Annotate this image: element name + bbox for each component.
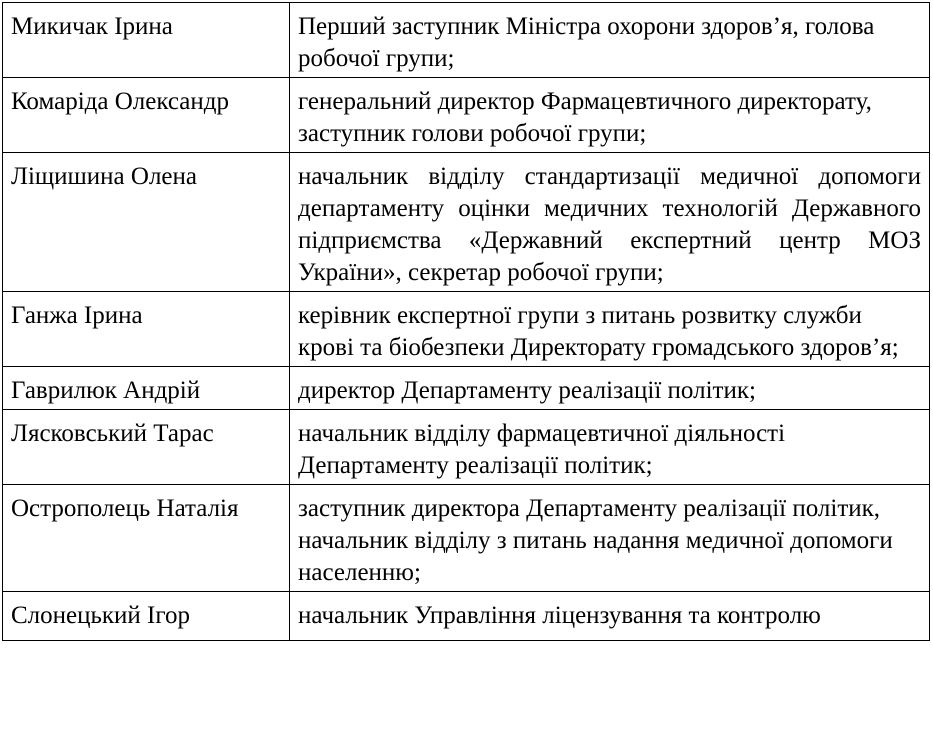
member-role: начальник відділу фармацевтичної діяльності Департаменту реалізації політик;: [290, 410, 930, 485]
table-row: [3, 592, 930, 641]
working-group-members-table: [2, 2, 930, 641]
table-row: [3, 367, 930, 410]
member-name: Ганжа Ірина: [3, 292, 290, 367]
member-name: Слонецький Ігор: [3, 592, 290, 641]
table-row: [3, 78, 930, 153]
member-role: генеральний директор Фармацевтичного директорату, заступник голови робочої групи;: [290, 78, 930, 153]
member-role: керівник експертної групи з питань розвитку служби крові та біобезпеки Директорату громадського здоров’я;: [290, 292, 930, 367]
member-name: Лясковський Тарас: [3, 410, 290, 485]
member-role: начальник відділу стандартизації медичної допомоги департаменту оцінки медичних технологій Державного підприємства «Державний експертний центр МОЗ України», секретар робочої групи;: [290, 153, 930, 292]
member-role: директор Департаменту реалізації політик;: [290, 367, 930, 410]
member-name: Гаврилюк Андрій: [3, 367, 290, 410]
table-row: [3, 410, 930, 485]
member-name: Ліщишина Олена: [3, 153, 290, 292]
member-name: Острополець Наталія: [3, 485, 290, 592]
member-role: Перший заступник Міністра охорони здоров’я, голова робочої групи;: [290, 3, 930, 78]
table-row: [3, 485, 930, 592]
member-role: начальник Управління ліцензування та контролю: [290, 592, 930, 641]
table-row: [3, 292, 930, 367]
table-row: [3, 3, 930, 78]
table-row: [3, 153, 930, 292]
member-role: заступник директора Департаменту реалізації політик, начальник відділу з питань надання медичної допомоги населенню;: [290, 485, 930, 592]
member-name: Комаріда Олександр: [3, 78, 290, 153]
member-name: Микичак Ірина: [3, 3, 290, 78]
